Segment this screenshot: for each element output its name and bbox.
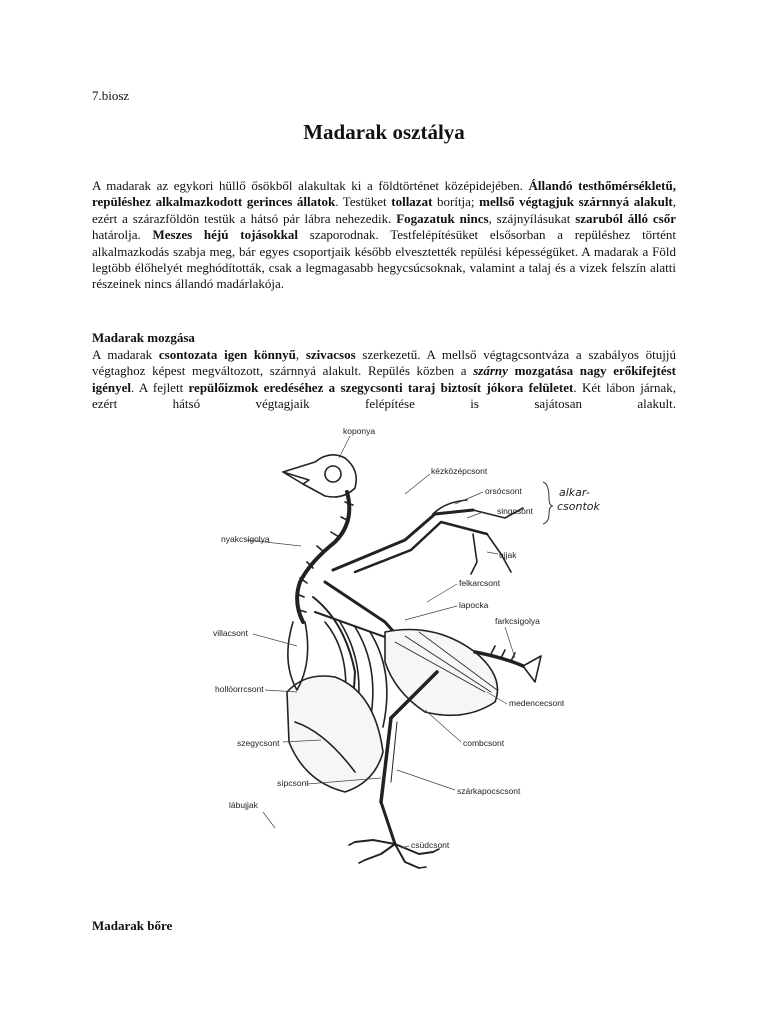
label-orsocsont: orsócsont (485, 486, 522, 496)
label-ujjak: ujjak (499, 550, 517, 560)
label-hollocsorcsont: hollóorrcsont (215, 684, 264, 694)
bird-skeleton-diagram (205, 422, 645, 882)
handwritten-csontok: csontok (557, 500, 600, 513)
label-villacsont: villacsont (213, 628, 248, 638)
bird-skeleton-figure (205, 422, 645, 882)
brace-alkarcsontok (543, 482, 553, 524)
label-sipcsont: sípcsont (277, 778, 309, 788)
handwritten-alkar: alkar- (559, 486, 590, 499)
section-heading-movement: Madarak mozgása (92, 330, 195, 345)
intro-paragraph: A madarak az egykori hüllő ősökből alakultak ki a földtörténet középidejében. Állandó testhőmérsékletű, repüléshez alkalmazkodott gerinces állatok. Testüket tollazat borítja; mellső végtagjuk szárnnyá alakult, ezért a szárazföldön testük a hátsó pár lábra nehezedik. Fogazatuk nincs, szájnyílásukat szaruból álló csőr határolja. Meszes héjú tojásokkal szaporodnak. Testfelépítésüket elsősorban a repüléshez történt alkalmazkodás szabja meg, bár egyes csoportjaik később elvesztették repülési képességüket. A madarak a Föld legtöbb élőhelyét meghódították, csak a legmagasabb hegycsúcsoknak, valamint a talaj és a vizek felszín alatti részeinek nincs állandó madárlakója. (92, 178, 677, 292)
label-farkcsigolya: farkcsigolya (495, 616, 540, 626)
label-felkarcsont: felkarcsont (459, 578, 501, 588)
label-lapocka: lapocka (459, 600, 489, 610)
section-heading-skin: Madarak bőre (92, 918, 173, 933)
page-title: Madarak osztálya (303, 120, 465, 144)
page-header: 7.biosz (92, 88, 130, 103)
movement-paragraph: A madarak csontozata igen könnyű, szivacsos szerkezetű. A mellső végtagcsontváza a szabályos ötujjú végtaghoz képest megváltozott, szárnnyá alakult. Repülés közben a szárny mozgatása nagy erőkifejtést igényel. A fejlett repülőizmok eredéséhez a szegycsonti taraj biztosít jókora felületet. Két lábon járnak, ezért hátsó végtagjaik felépítése is sajátosan alakult. (92, 347, 676, 412)
label-kezkozepcsont: kézközépcsont (431, 466, 488, 476)
label-combcsont: combcsont (463, 738, 505, 748)
label-koponya: koponya (343, 426, 376, 436)
label-nyakcsigolya: nyakcsigolya (221, 534, 270, 544)
label-szegycsont: szegycsont (237, 738, 280, 748)
label-szarkapocscsont: szárkapocscsont (457, 786, 521, 796)
label-medencecsont: medencecsont (509, 698, 565, 708)
skeleton-drawing (283, 455, 541, 868)
label-labujjak: lábujjak (229, 800, 258, 810)
label-csudcsont: csüdcsont (411, 840, 450, 850)
label-singcsont: singcsont (497, 506, 533, 516)
